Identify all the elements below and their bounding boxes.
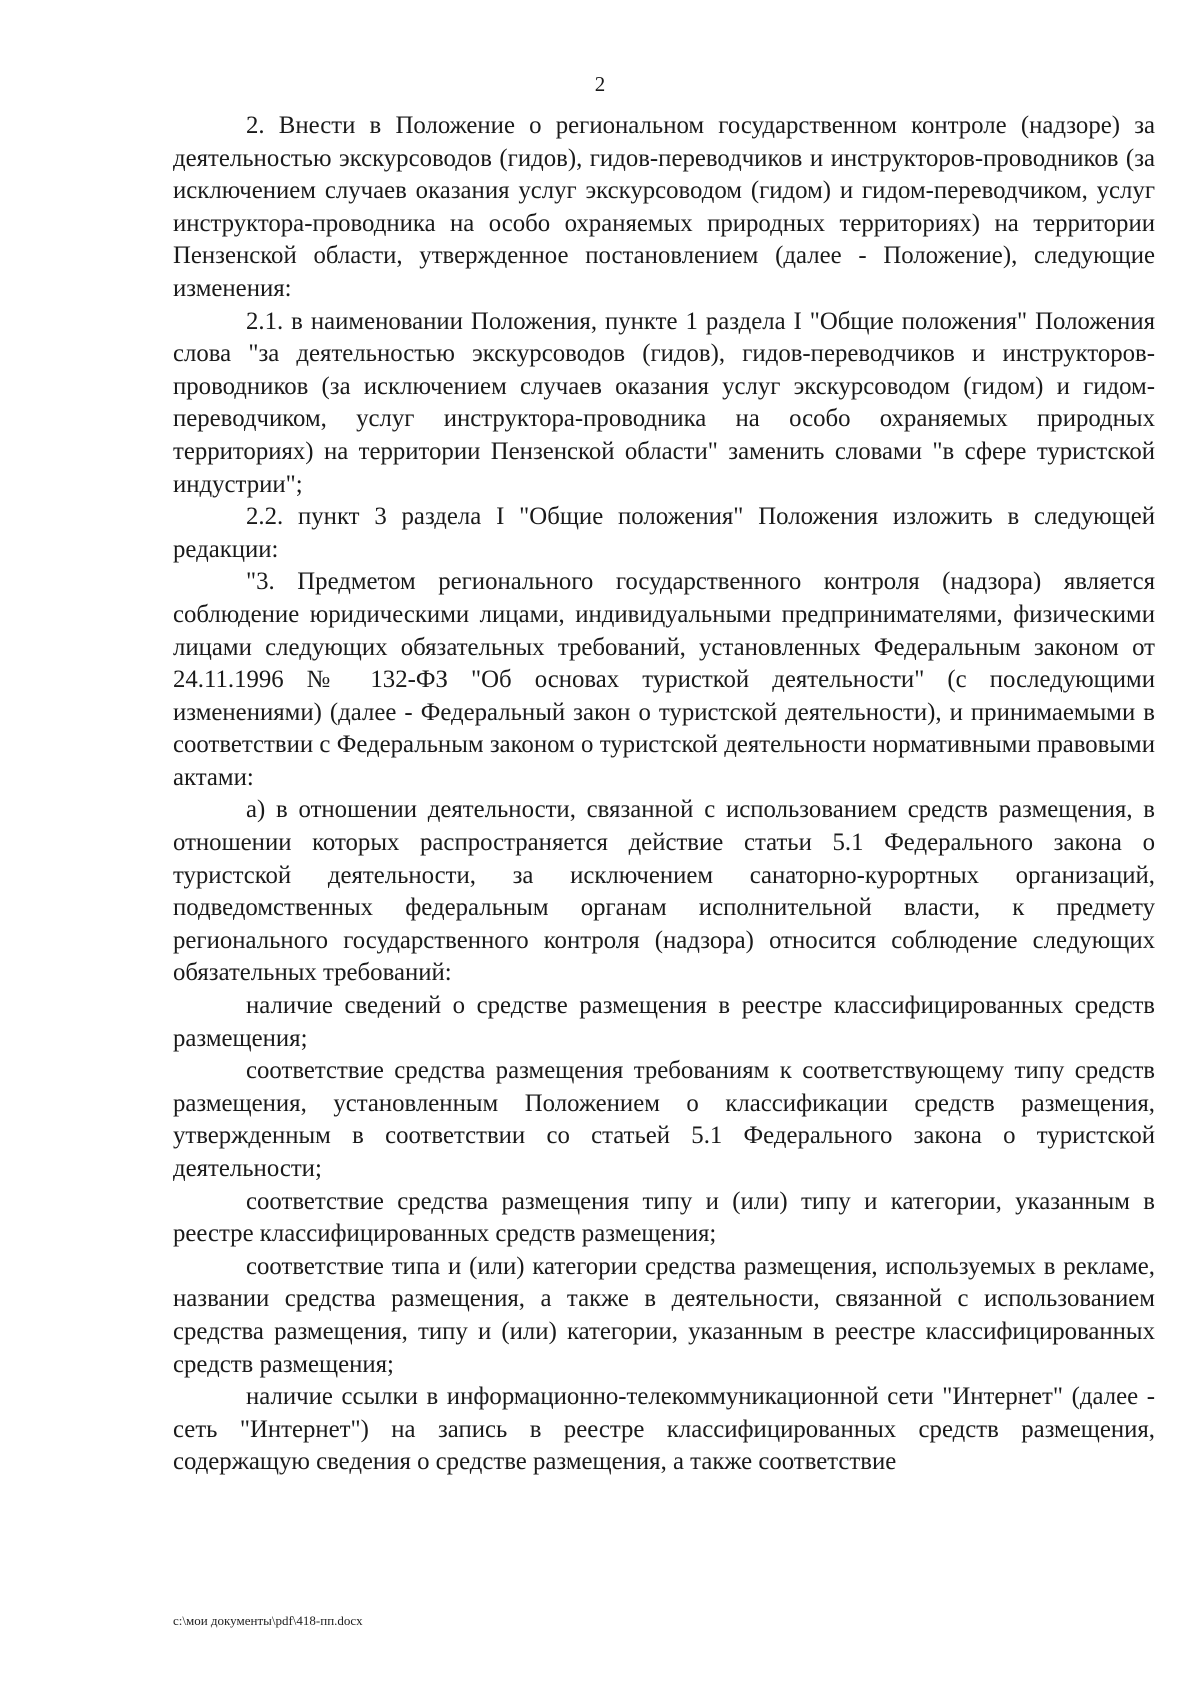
page-number: 2 [594,72,606,96]
document-body [173,110,1155,1479]
requirement-item: соответствие средства размещения типу и (или) типу и категории, указанным в реестре классифицированных средств размещения; [173,1187,1155,1248]
paragraph-3: "3. Предметом регионального государственного контроля (надзора) является соблюдение юридическими лицами, индивидуальными предпринимателями, физическими лицами следующих обязательных требований, установленных Федеральным законом от 24.11.1996 № 132-ФЗ "Об основах туристкой деятельности" (с последующими изменениями) (далее - Федеральный закон о туристской деятельности), и принимаемыми в соответствии с Федеральным законом о туристской деятельности нормативными правовыми актами: [173,568,1155,791]
requirement-item: соответствие средства размещения требованиям к соответствующему типу средств размещения, установленным Положением о классификации средств размещения, утвержденным в соответствии со статьей 5.1 Федерального закона о туристской деятельности; [173,1057,1155,1182]
paragraph-a: а) в отношении деятельности, связанной с использованием средств размещения, в отношении которых распространяется действие статьи 5.1 Федерального закона о туристской деятельности, за исключением санаторно-курортных организаций, подведомственных федеральным органам исполнительной власти, к предмету регионального государственного контроля (надзора) относится соблюдение следующих обязательных требований: [173,796,1155,987]
requirement-item: наличие сведений о средстве размещения в реестре классифицированных средств размещения; [173,992,1155,1052]
paragraph-2-2: 2.2. пункт 3 раздела I "Общие положения" Положения изложить в следующей редакции: [173,503,1155,563]
footer-file-path: c:\мои документы\pdf\418-пп.docx [173,1613,363,1628]
paragraph-2-1: 2.1. в наименовании Положения, пункте 1 раздела I "Общие положения" Положения слова "за деятельностью экскурсоводов (гидов), гидов-переводчиков и инструкторов-проводников (за исключением случаев оказания услуг экскурсоводом (гидом) и гидом-переводчиком, услуг инструктора-проводника на особо охраняемых природных территориях) на территории Пензенской области" заменить словами "в сфере туристской индустрии"; [173,307,1155,498]
requirement-item: наличие ссылки в информационно-телекоммуникационной сети "Интернет" (далее - сеть "Интернет") на запись в реестре классифицированных средств размещения, содержащую сведения о средстве размещения, а также соответствие [173,1383,1155,1476]
paragraph-2: 2. Внести в Положение о региональном государственном контроле (надзоре) за деятельностью экскурсоводов (гидов), гидов-переводчиков и инструкторов-проводников (за исключением случаев оказания услуг экскурсоводом (гидом) и гидом-переводчиком, услуг инструктора-проводника на особо охраняемых природных территориях) на территории Пензенской области, утвержденное постановлением (далее - Положение), следующие изменения: [173,112,1155,302]
requirement-item: соответствие типа и (или) категории средства размещения, используемых в рекламе, названии средства размещения, а также в деятельности, связанной с использованием средства размещения, типу и (или) категории, указанным в реестре классифицированных средств размещения; [173,1252,1155,1378]
